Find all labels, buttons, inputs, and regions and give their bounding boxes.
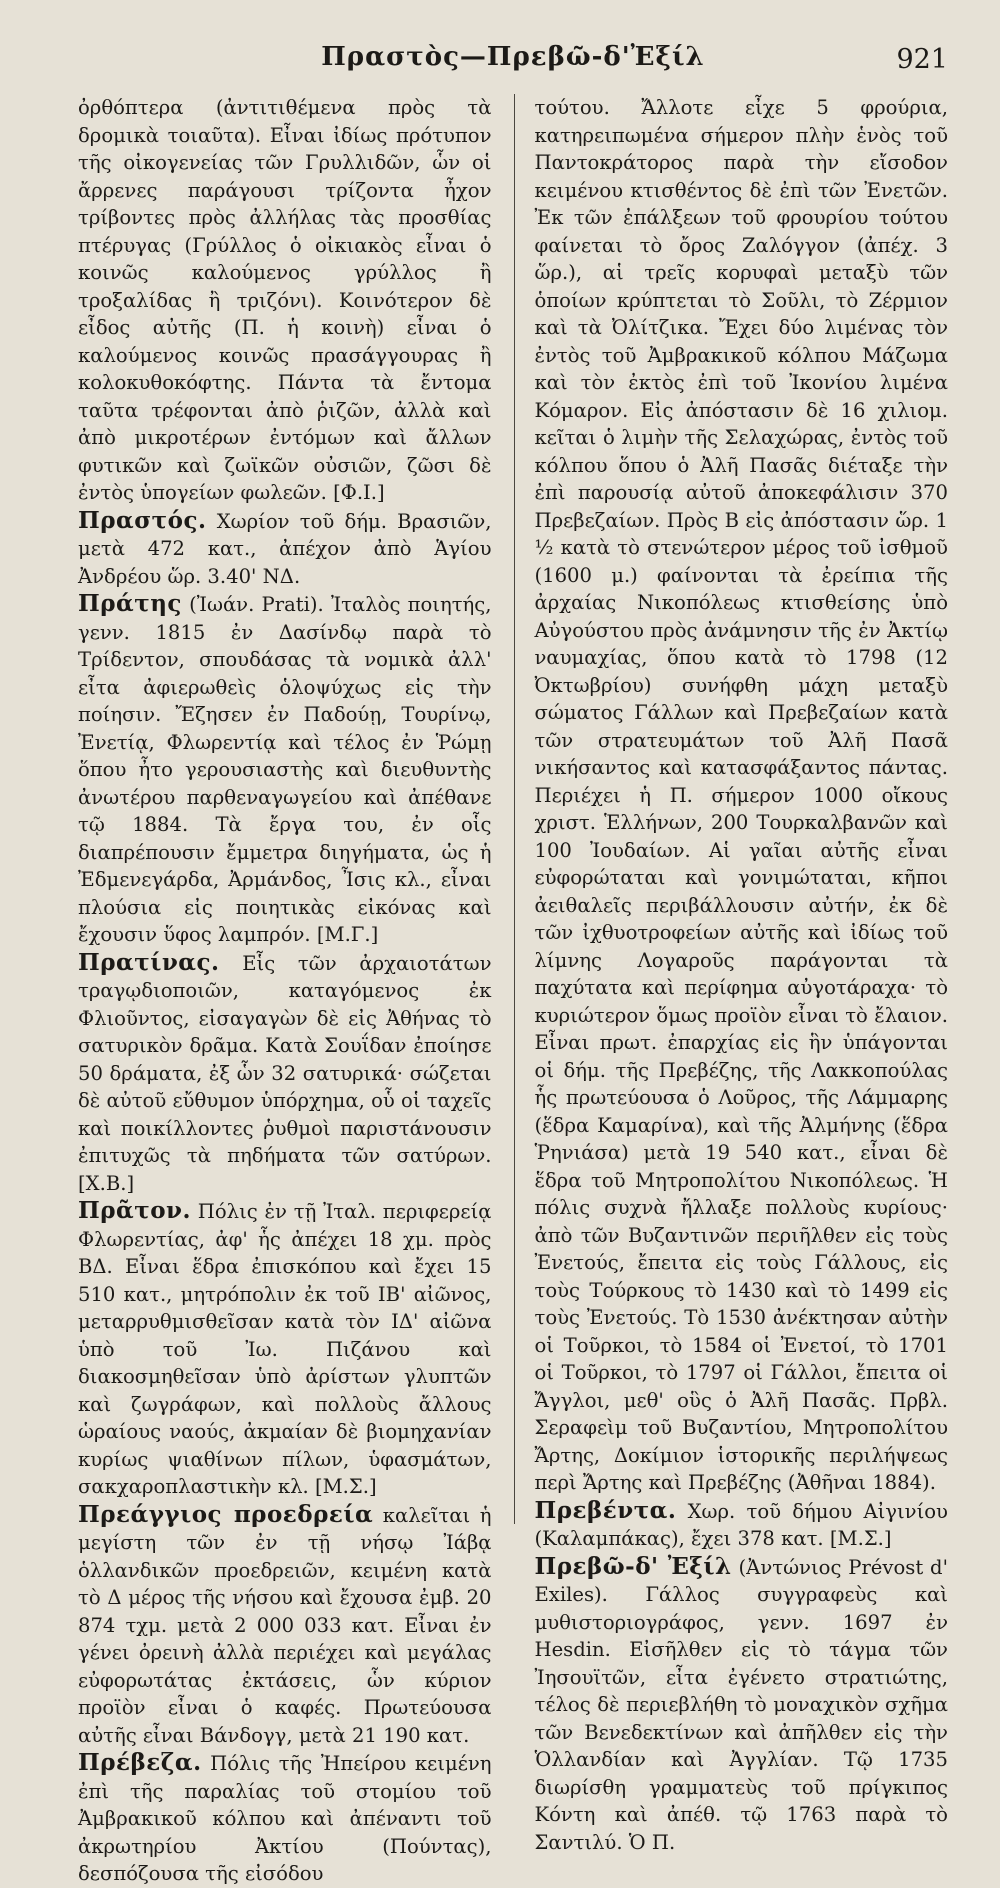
running-head-title: Πραστὸς—Πρεβῶ-δ'Ἐξίλ bbox=[321, 42, 705, 72]
entry-continued bbox=[78, 94, 492, 507]
entry-body: Χωρ. τοῦ δήμου Αἰγινίου (Καλαμπάκας), ἔχει 378 κατ. [Μ.Σ.] bbox=[534, 1499, 948, 1550]
entry-body: τούτου. Ἄλλοτε εἶχε 5 φρούρια, κατηρειπωμένα σήμερον πλὴν ἑνὸς τοῦ Παντοκράτορος παρὰ τὴν εἴσοδον κειμένου κτισθέντος δὲ ἐπὶ τῶν Ἐνετῶν. Ἐκ τῶν ἐπάλξεων τοῦ φρουρίου τούτου φαίνεται τὸ ὄρος Ζαλόγγον (ἀπέχ. 3 ὥρ.), αἱ τρεῖς κορυφαὶ μεταξὺ τῶν ὁποίων κρύπτεται τὸ Σοῦλι, τὸ Ζέρμιον καὶ τὰ Ὀλίτζικα. Ἔχει δύο λιμένας τὸν ἐντὸς τοῦ Ἀμβρακικοῦ κόλπου Μάζωμα καὶ τὸν ἐκτὸς ἐπὶ τοῦ Ἰκονίου λιμένα Κόμαρον. Εἰς ἀπόστασιν δὲ 16 χιλιομ. κεῖται ὁ λιμὴν τῆς Σελαχώρας, ἐντὸς τοῦ κόλπου ὅπου ὁ Ἀλῆ Πασᾶς διέταξε τὴν ἐπὶ παρουσίᾳ αὐτοῦ ἀποκεφάλισιν 370 Πρεβεζαίων. Πρὸς Β εἰς ἀπόστασιν ὥρ. 1 ½ κατὰ τὸ στενώτερον μέρος τοῦ ἰσθμοῦ (1600 μ.) φαίνονται τὰ ἐρείπια τῆς ἀρχαίας Νικοπόλεως κτισθείσης ὑπὸ Αὐγούστου πρὸς ἀνάμνησιν τῆς ἐν Ἀκτίῳ ναυμαχίας, ὅπου κατὰ τὸ 1798 (12 Ὀκτωβρίου) συνήφθη μάχη μεταξὺ σώματος Γάλλων καὶ Πρεβεζαίων κατὰ τῶν στρατευμάτων τοῦ Ἀλῆ Πασᾶ νικήσαντος καὶ κατασφάξαντος πάντας. Περιέχει ἡ Π. σήμερον 1000 οἴκους χριστ. Ἑλλήνων, 200 Τουρκαλβανῶν καὶ 100 Ἰουδαίων. Αἱ γαῖαι αὐτῆς εἶναι εὐφορώταται καὶ γονιμώταται, κῆποι ἀειθαλεῖς περιβάλλουσιν αὐτήν, ἐκ δὲ τῶν ἰχθυοτροφείων αὐτῆς καὶ ἰδίως τοῦ λίμνης Λογαροῦς παράγονται τὰ παχύτατα καὶ περίφημα αὐγοτάραχα· τὸ κυριώτερον ὅμως προϊὸν εἶναι τὸ ἔλαιον. Εἶναι πρωτ. ἐπαρχίας εἰς ἣν ὑπάγονται οἱ δήμ. τῆς Πρεβέζης, τῆς Λακκοπούλας ἧς πρωτεύουσα ὁ Λοῦρος, τῆς Λάμμαρης (ἕδρα Καμαρίνα), καὶ τῆς Ἀλμήνης (ἕδρα Ῥηνιάσα) μετὰ 19 540 κατ., εἶναι δὲ ἕδρα τοῦ Μητροπολίτου Νικοπόλεως. Ἡ πόλις συχνὰ ἤλλαξε πολλοὺς κυρίους· ἀπὸ τῶν Βυζαντινῶν περιῆλθεν εἰς τοὺς Ἐνετούς, ἔπειτα εἰς τοὺς Γάλλους, εἰς τοὺς Τούρκους τὸ 1430 καὶ τὸ 1499 εἰς τοὺς Ἐνετούς. Τὸ 1530 ἀνέκτησαν αὐτὴν οἱ Τοῦρκοι, τὸ 1584 οἱ Ἐνετοί, τὸ 1701 οἱ Τοῦρκοι, τὸ 1797 οἱ Γάλλοι, ἔπειτα οἱ Ἄγγλοι, μεθ' οὓς ὁ Ἀλῆ Πασᾶς. Πρβλ. Σεραφεὶμ τοῦ Βυζαντίου, Μητροπολίτου Ἄρτης, Δοκίμιον ἱστορικῆς περιλήψεως περὶ Ἄρτης καὶ Πρεβέζης (Ἀθῆναι 1884). bbox=[534, 96, 948, 1494]
entry-body: Πόλις τῆς Ἠπείρου κειμένη ἐπὶ τῆς παραλίας τοῦ στομίου τοῦ Ἀμβρακικοῦ κόλπου καὶ ἀπέναντι τοῦ ἀκρωτηρίου Ἀκτίου (Πούντας), δεσπόζουσα τῆς εἰσόδου bbox=[78, 1752, 492, 1885]
entry-prates bbox=[78, 590, 492, 949]
entry-headword: Πρεάγγιος προεδρεία bbox=[78, 1500, 374, 1528]
entry-headword: Πράτης bbox=[78, 590, 182, 617]
entry-body: (Ἰωάν. Prati). Ἰταλὸς ποιητής, γενν. 1815 ἐν Δασίνδῳ παρὰ τὸ Τρίδεντον, σπουδάσας τὰ νομικὰ ἀλλ' εἶτα ἀφιερωθεὶς ὁλοψύχως εἰς τὴν ποίησιν. Ἔζησεν ἐν Παδούῃ, Τουρίνῳ, Ἐνετίᾳ, Φλωρεντίᾳ καὶ τέλος ἐν Ῥώμῃ ὅπου ἦτο γερουσιαστὴς καὶ διευθυντὴς ἀνωτέρου παρθεναγωγείου καὶ ἀπέθανε τῷ 1884. Τὰ ἔργα του, ἐν οἷς διαπρέπουσιν ἔμμετρα διηγήματα, ὡς ἡ Ἐδμενεγάρδα, Ἀρμάνδος, Ἶσις κλ., εἶναι πλούσια εἰς ποιητικὰς εἰκόνας καὶ ἔχουσιν ὕφος λαμπρόν. [Μ.Γ.] bbox=[78, 593, 492, 946]
entry-preventa bbox=[534, 1497, 948, 1553]
entry-headword: Πρεβέντα. bbox=[534, 1496, 677, 1524]
entry-preveza bbox=[78, 1749, 492, 1888]
column-divider bbox=[514, 94, 515, 1524]
entry-body: καλεῖται ἡ μεγίστη τῶν ἐν τῇ νήσῳ Ἰάβᾳ ὁλλανδικῶν προεδρειῶν, κειμένη κατὰ τὸ Δ μέρος τῆς νήσου καὶ ἔχουσα ἐμβ. 20 874 τχμ. μετὰ 2 000 033 κατ. Εἶναι ἐν γένει ὀρεινὴ ἀλλὰ περιέχει καὶ μεγάλας εὐφορωτάτας ἐκτάσεις, ὧν κύριον προϊὸν εἶναι ὁ καφές. Πρωτεύουσα αὐτῆς εἶναι Βάνδογγ, μετὰ 21 190 κατ. bbox=[78, 1503, 492, 1747]
entry-preveza-continued bbox=[534, 94, 948, 1497]
entry-headword: Πρᾶτον. bbox=[78, 1197, 191, 1224]
entry-preangios bbox=[78, 1501, 492, 1750]
right-column bbox=[522, 94, 948, 1888]
entry-body: Χωρίον τοῦ δήμ. Βρασιῶν, μετὰ 472 κατ., ἀπέχον ἀπὸ Ἁγίου Ἀνδρέου ὥρ. 3.40' ΝΔ. bbox=[78, 509, 492, 588]
left-column bbox=[78, 94, 506, 1888]
entry-headword: Πρατίνας. bbox=[78, 948, 220, 976]
entry-praton bbox=[78, 1197, 492, 1501]
entry-body: Εἷς τῶν ἀρχαιοτάτων τραγῳδιοποιῶν, καταγόμενος ἐκ Φλιοῦντος, εἰσαγαγὼν δὲ εἰς Ἀθήνας τὸ σατυρικὸν δρᾶμα. Κατὰ Σουΐδαν ἐποίησε 50 δράματα, ἐξ ὧν 32 σατυρικά· σώζεται δὲ αὐτοῦ εὔθυμον ὑπόρχημα, οὗ οἱ ταχεῖς καὶ ποικίλλοντες ῥυθμοὶ παριστάνουσιν ἐπιτυχῶς τὰ πηδήματα τῶν σατύρων. [Χ.Β.] bbox=[78, 951, 492, 1195]
entry-prevost bbox=[534, 1553, 948, 1857]
entry-body: (Ἀντώνιος Prévost d' Exiles). Γάλλος συγγραφεὺς καὶ μυθιστοριογράφος, γενν. 1697 ἐν Hesdin. Εἰσῆλθεν εἰς τὸ τάγμα τῶν Ἰησουϊτῶν, εἶτα ἐγένετο στρατιώτης, τέλος δὲ περιεβλήθη τὸ μοναχικὸν σχῆμα τῶν Βενεδεκτίνων καὶ ἀπῆλθεν εἰς τὴν Ὁλλανδίαν καὶ Ἀγγλίαν. Τῷ 1735 διωρίσθη γραμματεὺς τοῦ πρίγκιπος Κόντη καὶ ἀπέθ. τῷ 1763 παρὰ τὸ Σαντιλύ. Ὁ Π. bbox=[534, 1555, 948, 1854]
entry-pratinas bbox=[78, 949, 492, 1198]
entry-headword: Πρέβεζα. bbox=[78, 1749, 202, 1776]
entry-headword: Πρεβῶ-δ' Ἐξίλ bbox=[534, 1552, 732, 1580]
entry-body: Πόλις ἐν τῇ Ἰταλ. περιφερείᾳ Φλωρεντίας, ἀφ' ἧς ἀπέχει 18 χμ. πρὸς ΒΔ. Εἶναι ἕδρα ἐπισκόπου καὶ ἔχει 15 510 κατ., μητρόπολιν ἐκ τοῦ ΙΒ' αἰῶνος, μεταρρυθμισθεῖσαν κατὰ τὸν ΙΔ' αἰῶνα ὑπὸ τοῦ Ἰω. Πιζάνου καὶ διακοσμηθεῖσαν ὑπὸ ἀρίστων γλυπτῶν καὶ ζωγράφων, καὶ πολλοὺς ἄλλους ὡραίους ναούς, ἀκμαίαν δὲ βιομηχανίαν κυρίως ψιαθίνων πίλων, ὑφασμάτων, σακχαροπλαστικὴν κλ. [Μ.Σ.] bbox=[78, 1200, 492, 1498]
page-number: 921 bbox=[896, 44, 948, 75]
entry-body: ὀρθόπτερα (ἀντιτιθέμενα πρὸς τὰ δρομικὰ τοιαῦτα). Εἶναι ἰδίως πρότυπον τῆς οἰκογενείας τῶν Γρυλλιδῶν, ὧν οἱ ἄρρενες παράγουσι τρίζοντα ἦχον τρίβοντες πρὸς ἀλλήλας τὰς προσθίας πτέρυγας (Γρύλλος ὁ οἰκιακὸς εἶναι ὁ κοινῶς καλούμενος γρύλλος ἢ τροξαλίδας ἢ τριζόνι). Κοινότερον δὲ εἶδος αὐτῆς (Π. ἡ κοινὴ) εἶναι ὁ καλούμενος κοινῶς πρασάγγουρας ἢ κολοκυθοκόφτης. Πάντα τὰ ἔντομα ταῦτα τρέφονται ἀπὸ ῥιζῶν, ἀλλὰ καὶ ἀπὸ μικροτέρων ἐντόμων καὶ ἄλλων φυτικῶν καὶ ζωϊκῶν οὐσιῶν, ζῶσι δὲ ἐντὸς ὑπογείων φωλεῶν. [Φ.Ι.] bbox=[78, 96, 492, 504]
running-head bbox=[78, 42, 948, 82]
two-column-body bbox=[78, 94, 948, 1888]
entry-headword: Πραστός. bbox=[78, 506, 207, 534]
entry-prastos bbox=[78, 507, 492, 591]
